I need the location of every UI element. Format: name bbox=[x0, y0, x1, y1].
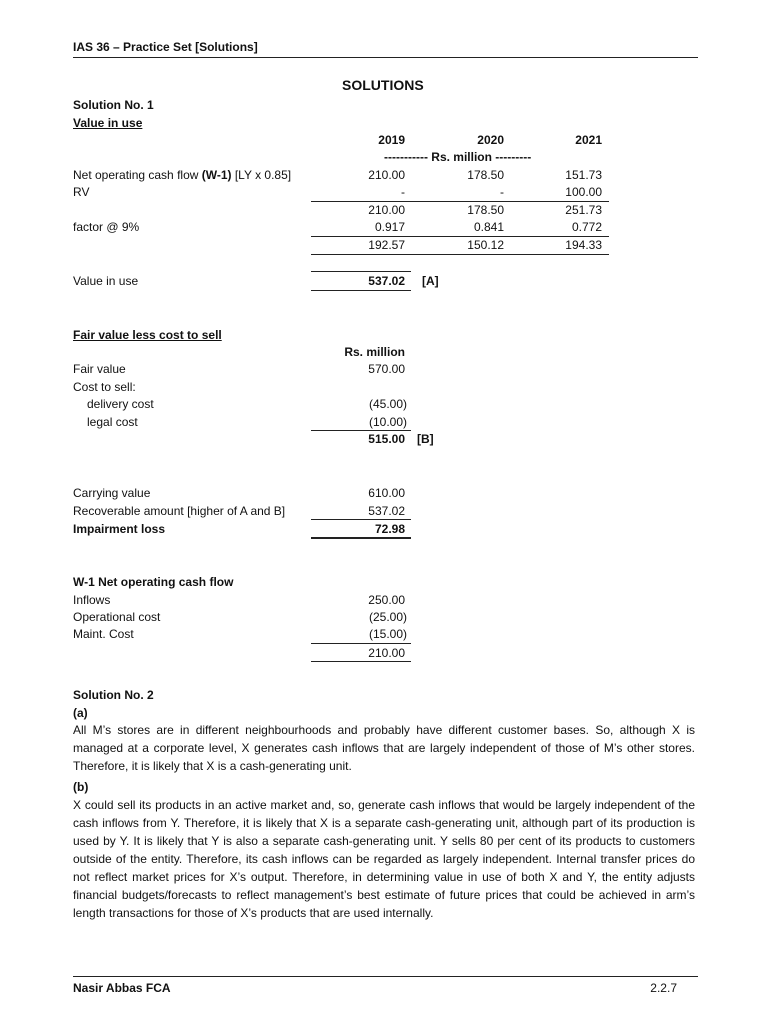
part-a-text: All M’s stores are in different neighbourhoods and probably have different customer bases. So, although X is managed at a corporate level, X generates cash inflows that are largely independent of those of M’s other stores. Therefore, it is likely that X is a cash-generating unit. bbox=[73, 723, 695, 773]
rv-2021: 100.00 bbox=[565, 185, 602, 199]
pv-2020: 150.12 bbox=[467, 238, 504, 252]
rule-pv-bottom bbox=[311, 254, 609, 255]
noc-2019: 210.00 bbox=[368, 168, 405, 182]
part-b-label: (b) bbox=[73, 780, 89, 794]
fvlcts-value: 515.00 bbox=[368, 432, 405, 446]
fvlcts-heading: Fair value less cost to sell bbox=[73, 328, 222, 342]
rule-viu-bottom-1 bbox=[311, 290, 411, 291]
rule-il-bottom bbox=[311, 537, 411, 539]
ra-label: Recoverable amount [higher of A and B] bbox=[73, 504, 286, 518]
footer-author: Nasir Abbas FCA bbox=[73, 981, 171, 995]
inflows-value: 250.00 bbox=[368, 593, 405, 607]
rule-w1-bottom bbox=[311, 661, 411, 662]
rule-subtotal bbox=[311, 201, 609, 202]
rule-pv bbox=[311, 236, 609, 237]
w1-heading: W-1 Net operating cash flow bbox=[73, 575, 234, 589]
rule-viu-top bbox=[311, 271, 411, 272]
pv-2019: 192.57 bbox=[368, 238, 405, 252]
part-a-label: (a) bbox=[73, 706, 88, 720]
page-number: 2.2.7 bbox=[650, 981, 677, 995]
fv-value: 570.00 bbox=[368, 362, 405, 376]
il-label: Impairment loss bbox=[73, 522, 166, 536]
year-2019: 2019 bbox=[378, 133, 405, 147]
year-2021: 2021 bbox=[575, 133, 602, 147]
header-title: IAS 36 – Practice Set [Solutions] bbox=[73, 40, 258, 54]
part-b-text: X could sell its products in an active market and, so, generate cash inflows that would be largely independent of the cash inflows from Y. Therefore, it is likely that X is a separate cash-generating unit, although part of its production is used by Y. It is likely that Y is also a separate cash-generating unit. Y sells 80 per cent of its products to customers outside of the entity. Therefore, its cash inflows can be regarded as largely independent. Internal transfer prices do not reflect market prices for X’s output. Therefore, in determining value in use of both X and Y, the entity adjusts financial budgets/forecasts to reflect management’s best estimate of future prices that could be achieved in arm’s length transactions for those of X’s products that are used internally. bbox=[73, 798, 695, 920]
fvlcts-tag: [B] bbox=[417, 432, 434, 446]
header-rule bbox=[73, 57, 698, 58]
pv-2021: 194.33 bbox=[565, 238, 602, 252]
viu-tag: [A] bbox=[422, 274, 439, 288]
fv-label: Fair value bbox=[73, 362, 126, 376]
w1-total: 210.00 bbox=[368, 646, 405, 660]
viu-label: Value in use bbox=[73, 274, 139, 288]
cv-value: 610.00 bbox=[368, 486, 405, 500]
delivery-label: delivery cost bbox=[87, 397, 154, 411]
opcost-label: Operational cost bbox=[73, 610, 161, 624]
subtotal-2021: 251.73 bbox=[565, 203, 602, 217]
legal-value: (10.00) bbox=[368, 415, 407, 429]
il-value: 72.98 bbox=[374, 522, 405, 536]
factor-2019: 0.917 bbox=[374, 220, 405, 234]
rule-w1-top bbox=[311, 643, 411, 644]
viu-value: 537.02 bbox=[368, 274, 405, 288]
cts-label: Cost to sell: bbox=[73, 380, 136, 394]
delivery-value: (45.00) bbox=[368, 397, 407, 411]
fv-units: Rs. million bbox=[344, 345, 405, 359]
rv-2020: - bbox=[500, 185, 504, 199]
rule-il-top bbox=[311, 519, 411, 520]
subtotal-2020: 178.50 bbox=[467, 203, 504, 217]
maint-label: Maint. Cost bbox=[73, 627, 134, 641]
solution-1-heading: Solution No. 1 bbox=[73, 98, 154, 112]
units-label: ----------- Rs. million --------- bbox=[384, 150, 532, 164]
solution-2-heading: Solution No. 2 bbox=[73, 688, 154, 702]
noc-2021: 151.73 bbox=[565, 168, 602, 182]
legal-label: legal cost bbox=[87, 415, 138, 429]
factor-2021: 0.772 bbox=[571, 220, 602, 234]
value-in-use-heading: Value in use bbox=[73, 116, 143, 130]
noc-label: Net operating cash flow (W-1) [LY x 0.85] bbox=[73, 168, 292, 182]
opcost-value: (25.00) bbox=[368, 610, 407, 624]
rv-2019: - bbox=[401, 185, 405, 199]
factor-label: factor @ 9% bbox=[73, 220, 140, 234]
ra-value: 537.02 bbox=[368, 504, 405, 518]
rv-label: RV bbox=[73, 185, 90, 199]
maint-value: (15.00) bbox=[368, 627, 407, 641]
rule-fvlcts bbox=[311, 430, 411, 431]
inflows-label: Inflows bbox=[73, 593, 111, 607]
subtotal-2019: 210.00 bbox=[368, 203, 405, 217]
year-2020: 2020 bbox=[477, 133, 504, 147]
page-title: SOLUTIONS bbox=[342, 77, 424, 93]
factor-2020: 0.841 bbox=[473, 220, 504, 234]
footer-rule bbox=[73, 976, 698, 977]
cv-label: Carrying value bbox=[73, 486, 151, 500]
noc-2020: 178.50 bbox=[467, 168, 504, 182]
